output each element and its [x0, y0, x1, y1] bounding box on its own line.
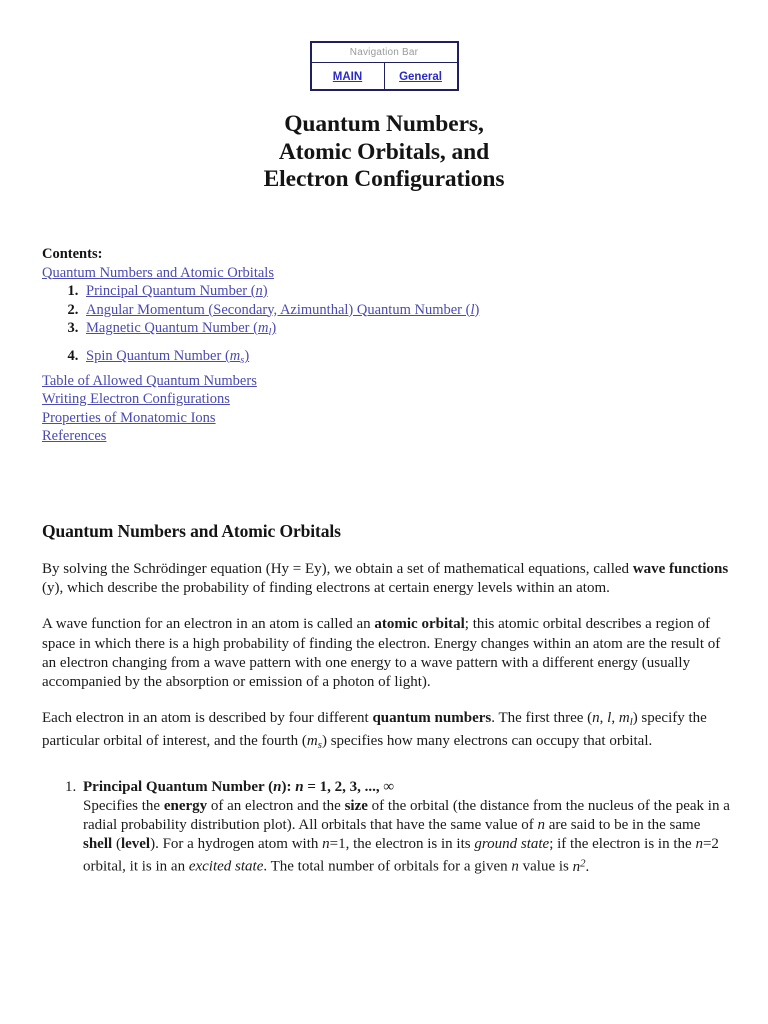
item1-italic-ground-state: ground state: [474, 836, 550, 853]
paragraph-2: [42, 615, 732, 692]
item1-symbol-n4: n: [511, 859, 519, 875]
toc-item-4-prefix: Spin Quantum Number (: [86, 348, 230, 365]
toc-link-quantum-numbers-and-atomic-orbitals[interactable]: Quantum Numbers and Atomic Orbitals: [42, 264, 274, 281]
paragraph-1: [42, 560, 732, 598]
paragraph-3-symbol-m: m: [618, 710, 630, 727]
page-title-line-2: Atomic Orbitals, and: [278, 138, 490, 165]
nav-link-general[interactable]: General: [399, 71, 442, 83]
navigation-bar-title: Navigation Bar: [311, 42, 458, 63]
paragraph-3-text-a: Each electron in an atom is described by four different: [42, 710, 373, 727]
item1-superscript-2: 2: [580, 857, 586, 870]
paragraph-1-text-b: (y), which describe the probability of finding electrons at certain energy levels within an atom.: [42, 580, 610, 597]
item1-bold-size: size: [344, 797, 368, 814]
nav-cell-main[interactable]: [311, 63, 385, 91]
item1-bold-energy: energy: [163, 797, 208, 814]
toc-item-3-symbol: m: [257, 320, 269, 336]
toc-link-principal-quantum-number[interactable]: [86, 283, 268, 299]
item1-body-h: ; if the electron is in the: [549, 836, 696, 853]
toc-item-2: [82, 301, 732, 320]
paragraph-2-text-a: A wave function for an electron in an atom is called an: [42, 616, 375, 633]
section-heading: Quantum Numbers and Atomic Orbitals: [42, 521, 341, 541]
paragraph-2-bold-atomic-orbital: atomic orbital: [374, 616, 465, 633]
page-title-line-3: Electron Configurations: [263, 166, 505, 192]
toc-item-2-prefix: Angular Momentum (Secondary, Azimunthal) Quantum Number (: [86, 301, 471, 318]
toc-item-4: [82, 347, 732, 370]
toc-item-3-prefix: Magnetic Quantum Number (: [86, 320, 258, 336]
item1-symbol-n5: n: [572, 859, 581, 875]
toc-item-2-symbol: l: [470, 301, 475, 318]
item1-italic-excited-state: excited state: [188, 859, 264, 875]
toc-item-3-subscript: l: [268, 326, 272, 338]
toc-item-4-subscript: s: [240, 355, 245, 367]
paragraph-3-text-c: ) specify the particular orbital of interest, and the fourth (: [42, 710, 707, 750]
contents-label: Contents:: [42, 246, 103, 262]
item1-body-j: . The total number of orbitals for a given: [263, 859, 512, 875]
toc-item-1-suffix: ): [262, 283, 268, 299]
item1-values-symbol: n: [295, 778, 304, 795]
table-of-contents: [42, 245, 732, 446]
item1-body-i: =2 orbital, it is in an: [83, 836, 719, 875]
item1-title-prefix: Principal Quantum Number (: [83, 778, 274, 795]
nav-cell-general[interactable]: [384, 63, 458, 91]
toc-tail-row-3: [42, 409, 732, 428]
toc-link-spin-quantum-number[interactable]: [86, 348, 250, 367]
item1-bold-shell: shell: [83, 836, 113, 853]
paragraph-1-text-a: By solving the Schrödinger equation (Hy = Ey), we obtain a set of mathematical equations, called: [42, 561, 633, 577]
item1-title-symbol: n: [273, 778, 282, 795]
toc-item-3: [82, 319, 732, 342]
item1-body-e: (: [112, 836, 121, 853]
toc-link-properties-of-monatomic-ions[interactable]: Properties of Monatomic Ions: [42, 409, 216, 426]
toc-link-magnetic-quantum-number[interactable]: [86, 320, 276, 336]
item1-body-a: Specifies the: [83, 797, 164, 814]
paragraph-3-subscript-s: s: [317, 739, 322, 752]
paragraph-2-text-b: ; this atomic orbital describes a region of space in which there is a high probability of finding the electron. Energy changes within an atom are the result of an electron changing from a wave pattern with one energy to a wave pattern with a different energy (usually accompanied by the absorption or emission of a photon of light).: [42, 616, 721, 691]
item1-body-k: value is: [518, 859, 573, 875]
navigation-bar-container: [0, 41, 768, 91]
toc-item-1-symbol: n: [255, 283, 263, 299]
toc-tail-row-2: [42, 390, 732, 409]
item1-body-l: .: [585, 859, 590, 875]
item1-body-g: =1, the electron is in its: [329, 836, 475, 853]
navigation-bar: [310, 41, 459, 91]
toc-link-writing-electron-configurations[interactable]: Writing Electron Configurations: [42, 391, 230, 408]
item1-body-d: are said to be in the same: [544, 817, 701, 834]
toc-item-2-suffix: ): [474, 301, 480, 318]
toc-numbered-list: [42, 282, 732, 371]
toc-top-link-row: [42, 264, 732, 283]
toc-link-references[interactable]: References: [42, 428, 107, 445]
quantum-number-list: [42, 778, 732, 878]
toc-tail-row-4: [42, 427, 732, 446]
toc-tail-links: [42, 372, 732, 446]
item1-bold-level: level: [120, 836, 151, 853]
item1-values: = 1, 2, 3, ..., ∞: [303, 778, 395, 795]
nav-link-main[interactable]: MAIN: [332, 71, 363, 83]
item1-symbol-n2: n: [322, 836, 330, 853]
page-title: [0, 111, 768, 194]
paragraph-3-bold-quantum-numbers: quantum numbers: [372, 710, 492, 727]
toc-item-1: [82, 282, 732, 301]
section-quantum-numbers-and-atomic-orbitals: [42, 520, 732, 877]
item1-symbol-n1: n: [537, 817, 545, 834]
toc-link-table-of-allowed-quantum-numbers[interactable]: Table of Allowed Quantum Numbers: [42, 372, 257, 389]
item1-symbol-n3: n: [695, 836, 703, 853]
paragraph-3-text-b: . The first three (: [491, 710, 593, 727]
page-title-line-1: Quantum Numbers,: [284, 111, 484, 137]
paragraph-3-symbol-m2: m: [306, 733, 318, 750]
paragraph-3-comma-1: ,: [599, 710, 608, 727]
toc-tail-row-1: [42, 372, 732, 391]
paragraph-3-symbol-n: n: [592, 710, 600, 727]
paragraph-3: [42, 709, 732, 755]
item1-body-c: of the orbital (the distance from the nucleus of the peak in a radial probability distribution plot). All orbitals that have the same value of: [83, 797, 730, 834]
paragraph-1-bold-wave-functions: wave functions: [632, 561, 729, 577]
toc-link-angular-momentum-quantum-number[interactable]: [86, 302, 479, 318]
item1-body-b: of an electron and the: [207, 797, 345, 814]
paragraph-3-symbol-l: l: [607, 710, 612, 727]
item1-body-f: ). For a hydrogen atom with: [150, 836, 323, 853]
paragraph-3-comma-2: ,: [611, 710, 619, 727]
paragraph-3-text-d: ) specifies how many electrons can occupy that orbital.: [321, 733, 653, 750]
toc-item-1-prefix: Principal Quantum Number (: [86, 283, 256, 299]
toc-item-4-suffix: ): [244, 348, 250, 365]
list-item-principal-quantum-number: [80, 778, 732, 878]
toc-item-3-suffix: ): [271, 320, 277, 336]
item1-title-suffix: ):: [281, 778, 296, 795]
toc-item-4-symbol: m: [229, 348, 241, 365]
paragraph-3-subscript-l: l: [629, 716, 633, 729]
